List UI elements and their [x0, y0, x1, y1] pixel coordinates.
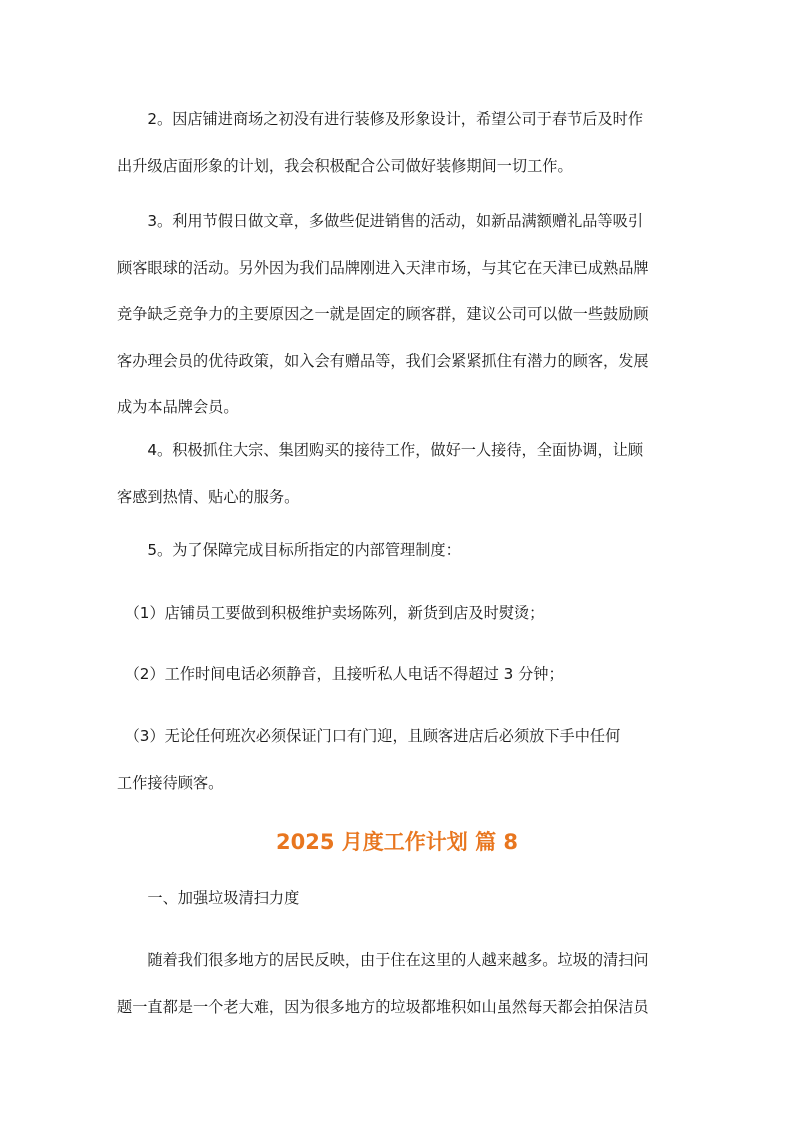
paragraph-item-2 [117, 96, 677, 189]
section-heading: 2025 月度工作计划 篇 8 [276, 830, 518, 854]
text-line: 顾客眼球的活动。另外因为我们品牌刚进入天津市场，与其它在天津已成熟品牌 [117, 258, 649, 277]
text-line: 题一直都是一个老大难，因为很多地方的垃圾都堆积如山虽然每天都会拍保洁员 [117, 997, 649, 1016]
section-subheading [117, 875, 677, 922]
text-line: 一、加强垃圾清扫力度 [117, 889, 300, 907]
paragraph-item-5 [117, 527, 677, 574]
text-line: 随着我们很多地方的居民反映，由于住在这里的人越来越多。垃圾的清扫问 [117, 951, 649, 969]
text-line: （3）无论任何班次必须保证门口有门迎，且顾客进店后必须放下手中任何 [117, 727, 621, 745]
text-line: 客感到热情、贴心的服务。 [117, 487, 300, 506]
text-line: 4。积极抓住大宗、集团购买的接待工作，做好一人接待，全面协调，让顾 [117, 441, 644, 459]
text-line: 出升级店面形象的计划，我会积极配合公司做好装修期间一切工作。 [117, 156, 573, 175]
paragraph-item-4 [117, 427, 677, 520]
text-line: 客办理会员的优待政策，如入会有赠品等，我们会紧紧抓住有潜力的顾客，发展 [117, 351, 649, 370]
text-line: （1）店铺员工要做到积极维护卖场陈列，新货到店及时熨烫； [117, 604, 545, 622]
text-line: 2。因店铺进商场之初没有进行装修及形象设计，希望公司于春节后及时作 [117, 110, 644, 128]
rule-item-1 [117, 590, 677, 637]
text-line: 工作接待顾客。 [117, 773, 224, 792]
text-line: （2）工作时间电话必须静音，且接听私人电话不得超过 3 分钟； [117, 665, 564, 683]
text-line: 竞争缺乏竞争力的主要原因之一就是固定的顾客群，建议公司可以做一些鼓励顾 [117, 305, 649, 323]
text-line: 3。利用节假日做文章，多做些促进销售的活动，如新品满额赠礼品等吸引 [117, 212, 644, 230]
text-line: 成为本品牌会员。 [117, 398, 239, 416]
section-paragraph [117, 937, 677, 1030]
paragraph-item-3 [117, 198, 677, 431]
rule-item-2 [117, 651, 677, 698]
text-line: 5。为了保障完成目标所指定的内部管理制度： [117, 541, 461, 559]
rule-item-3 [117, 713, 677, 806]
